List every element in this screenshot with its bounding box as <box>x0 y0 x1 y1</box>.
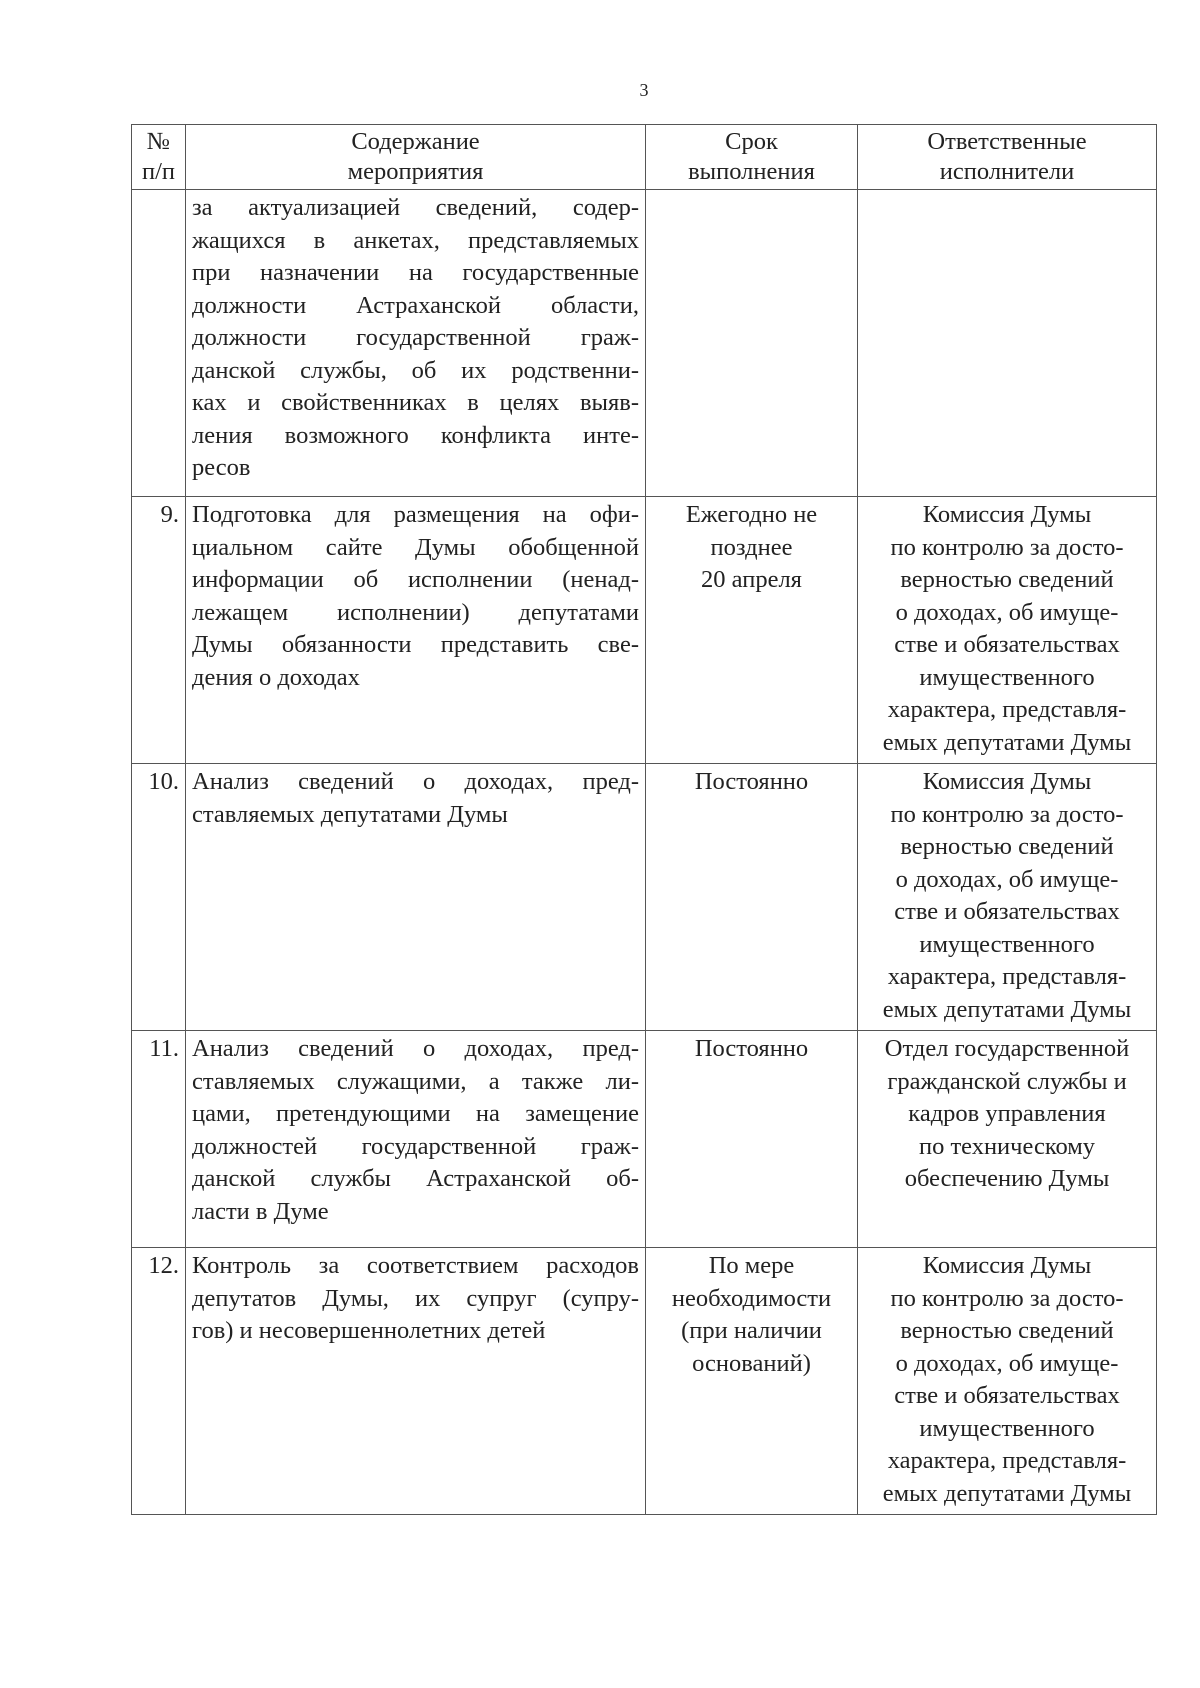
content-line: должности Астраханской области, <box>192 291 639 319</box>
measure-content <box>186 1031 646 1248</box>
table-row <box>132 190 1157 497</box>
term-line: По мере <box>708 1252 795 1279</box>
responsible-line: имущественного <box>919 663 1095 691</box>
responsible-line: Комиссия Думы <box>922 501 1092 528</box>
responsible-line: верностью сведений <box>900 566 1114 593</box>
measure-content <box>186 190 646 497</box>
term-line: Ежегодно не <box>685 501 818 528</box>
responsible-line: гражданской службы и <box>887 1067 1127 1095</box>
responsible-line: стве и обязательствах <box>894 898 1120 925</box>
header-num: № п/п <box>132 125 186 190</box>
term-line: 20 апреля <box>701 566 802 593</box>
term-line: позднее <box>710 533 793 561</box>
content-line: ления возможного конфликта инте- <box>192 421 639 449</box>
content-line: ставляемых служащими, а также ли- <box>192 1067 639 1095</box>
responsible-line: стве и обязательствах <box>894 1382 1120 1409</box>
content-line: ставляемых депутатами Думы <box>192 800 508 828</box>
responsible-line: характера, представля- <box>887 696 1127 723</box>
header-responsible: Ответственные исполнители <box>858 125 1157 190</box>
content-line: при назначении на государственные <box>192 259 639 286</box>
table-row <box>132 497 1157 764</box>
content-line: за актуализацией сведений, содер- <box>192 194 639 221</box>
row-number <box>132 190 186 497</box>
measure-content <box>186 1248 646 1515</box>
responsible-line: имущественного <box>919 930 1095 958</box>
row-number: 10. <box>132 764 186 1031</box>
responsible-line: Комиссия Думы <box>922 768 1092 795</box>
measure-responsible <box>858 1031 1157 1248</box>
header-content: Содержание мероприятия <box>186 125 646 190</box>
responsible-line: о доходах, об имуще- <box>895 598 1119 626</box>
responsible-line: кадров управления <box>908 1100 1106 1127</box>
measure-term <box>646 1031 858 1248</box>
row-number: 9. <box>132 497 186 764</box>
responsible-line: обеспечению Думы <box>904 1165 1110 1192</box>
term-line: оснований) <box>692 1349 811 1377</box>
measure-content <box>186 764 646 1031</box>
responsible-line: имущественного <box>919 1414 1095 1442</box>
measure-term <box>646 1248 858 1515</box>
term-line: Постоянно <box>694 1035 809 1062</box>
measure-content <box>186 497 646 764</box>
responsible-line: емых депутатами Думы <box>882 728 1132 756</box>
responsible-line: по контролю за досто- <box>890 800 1124 828</box>
responsible-line: верностью сведений <box>900 1317 1114 1344</box>
content-line: лежащем исполнении) депутатами <box>192 598 639 626</box>
content-line: ласти в Думе <box>192 1197 329 1225</box>
responsible-line: по контролю за досто- <box>890 1284 1124 1312</box>
measure-responsible <box>858 1248 1157 1515</box>
content-line: Анализ сведений о доходах, пред- <box>192 768 639 795</box>
responsible-line: характера, представля- <box>887 1447 1127 1474</box>
content-line: должностей государственной граж- <box>192 1132 639 1160</box>
responsible-line: характера, представля- <box>887 963 1127 990</box>
responsible-line: о доходах, об имуще- <box>895 865 1119 893</box>
measure-term <box>646 764 858 1031</box>
content-line: должности государственной граж- <box>192 324 639 351</box>
content-line: данской службы Астраханской об- <box>192 1165 639 1192</box>
table-header-row <box>132 125 1157 190</box>
content-line: данской службы, об их родственни- <box>192 356 639 384</box>
table-row <box>132 1031 1157 1248</box>
measure-term <box>646 190 858 497</box>
responsible-line: емых депутатами Думы <box>882 995 1132 1023</box>
table-row <box>132 764 1157 1031</box>
content-line: депутатов Думы, их супруг (супру- <box>192 1284 639 1312</box>
content-line: ках и свойственниках в целях выяв- <box>192 389 639 416</box>
measure-responsible <box>858 497 1157 764</box>
responsible-line: емых депутатами Думы <box>882 1479 1132 1507</box>
row-number: 11. <box>132 1031 186 1248</box>
content-line: дения о доходах <box>192 663 360 691</box>
content-line: жащихся в анкетах, представляемых <box>192 226 639 254</box>
responsible-line: верностью сведений <box>900 833 1114 860</box>
measures-table <box>131 124 1157 1515</box>
responsible-line: о доходах, об имуще- <box>895 1349 1119 1377</box>
term-line: Постоянно <box>694 768 809 795</box>
responsible-line: по контролю за досто- <box>890 533 1124 561</box>
responsible-line: Комиссия Думы <box>922 1252 1092 1279</box>
content-line: цами, претендующими на замещение <box>192 1100 639 1127</box>
row-number: 12. <box>132 1248 186 1515</box>
measure-responsible <box>858 764 1157 1031</box>
term-line: необходимости <box>671 1284 832 1312</box>
responsible-line: Отдел государственной <box>884 1035 1130 1062</box>
responsible-line: по техническому <box>918 1132 1096 1160</box>
table-row <box>132 1248 1157 1515</box>
page-number: 3 <box>639 80 649 100</box>
responsible-line: стве и обязательствах <box>894 631 1120 658</box>
content-line: ресов <box>192 454 251 481</box>
content-line: Контроль за соответствием расходов <box>192 1252 639 1279</box>
header-term: Срок выполнения <box>646 125 858 190</box>
measure-term <box>646 497 858 764</box>
content-line: гов) и несовершеннолетних детей <box>192 1317 546 1344</box>
content-line: Анализ сведений о доходах, пред- <box>192 1035 639 1062</box>
content-line: Думы обязанности представить све- <box>192 631 639 658</box>
content-line: информации об исполнении (ненад- <box>192 566 639 593</box>
measure-responsible <box>858 190 1157 497</box>
content-line: Подготовка для размещения на офи- <box>192 501 639 528</box>
term-line: (при наличии <box>681 1317 822 1344</box>
content-line: циальном сайте Думы обобщенной <box>192 533 639 561</box>
